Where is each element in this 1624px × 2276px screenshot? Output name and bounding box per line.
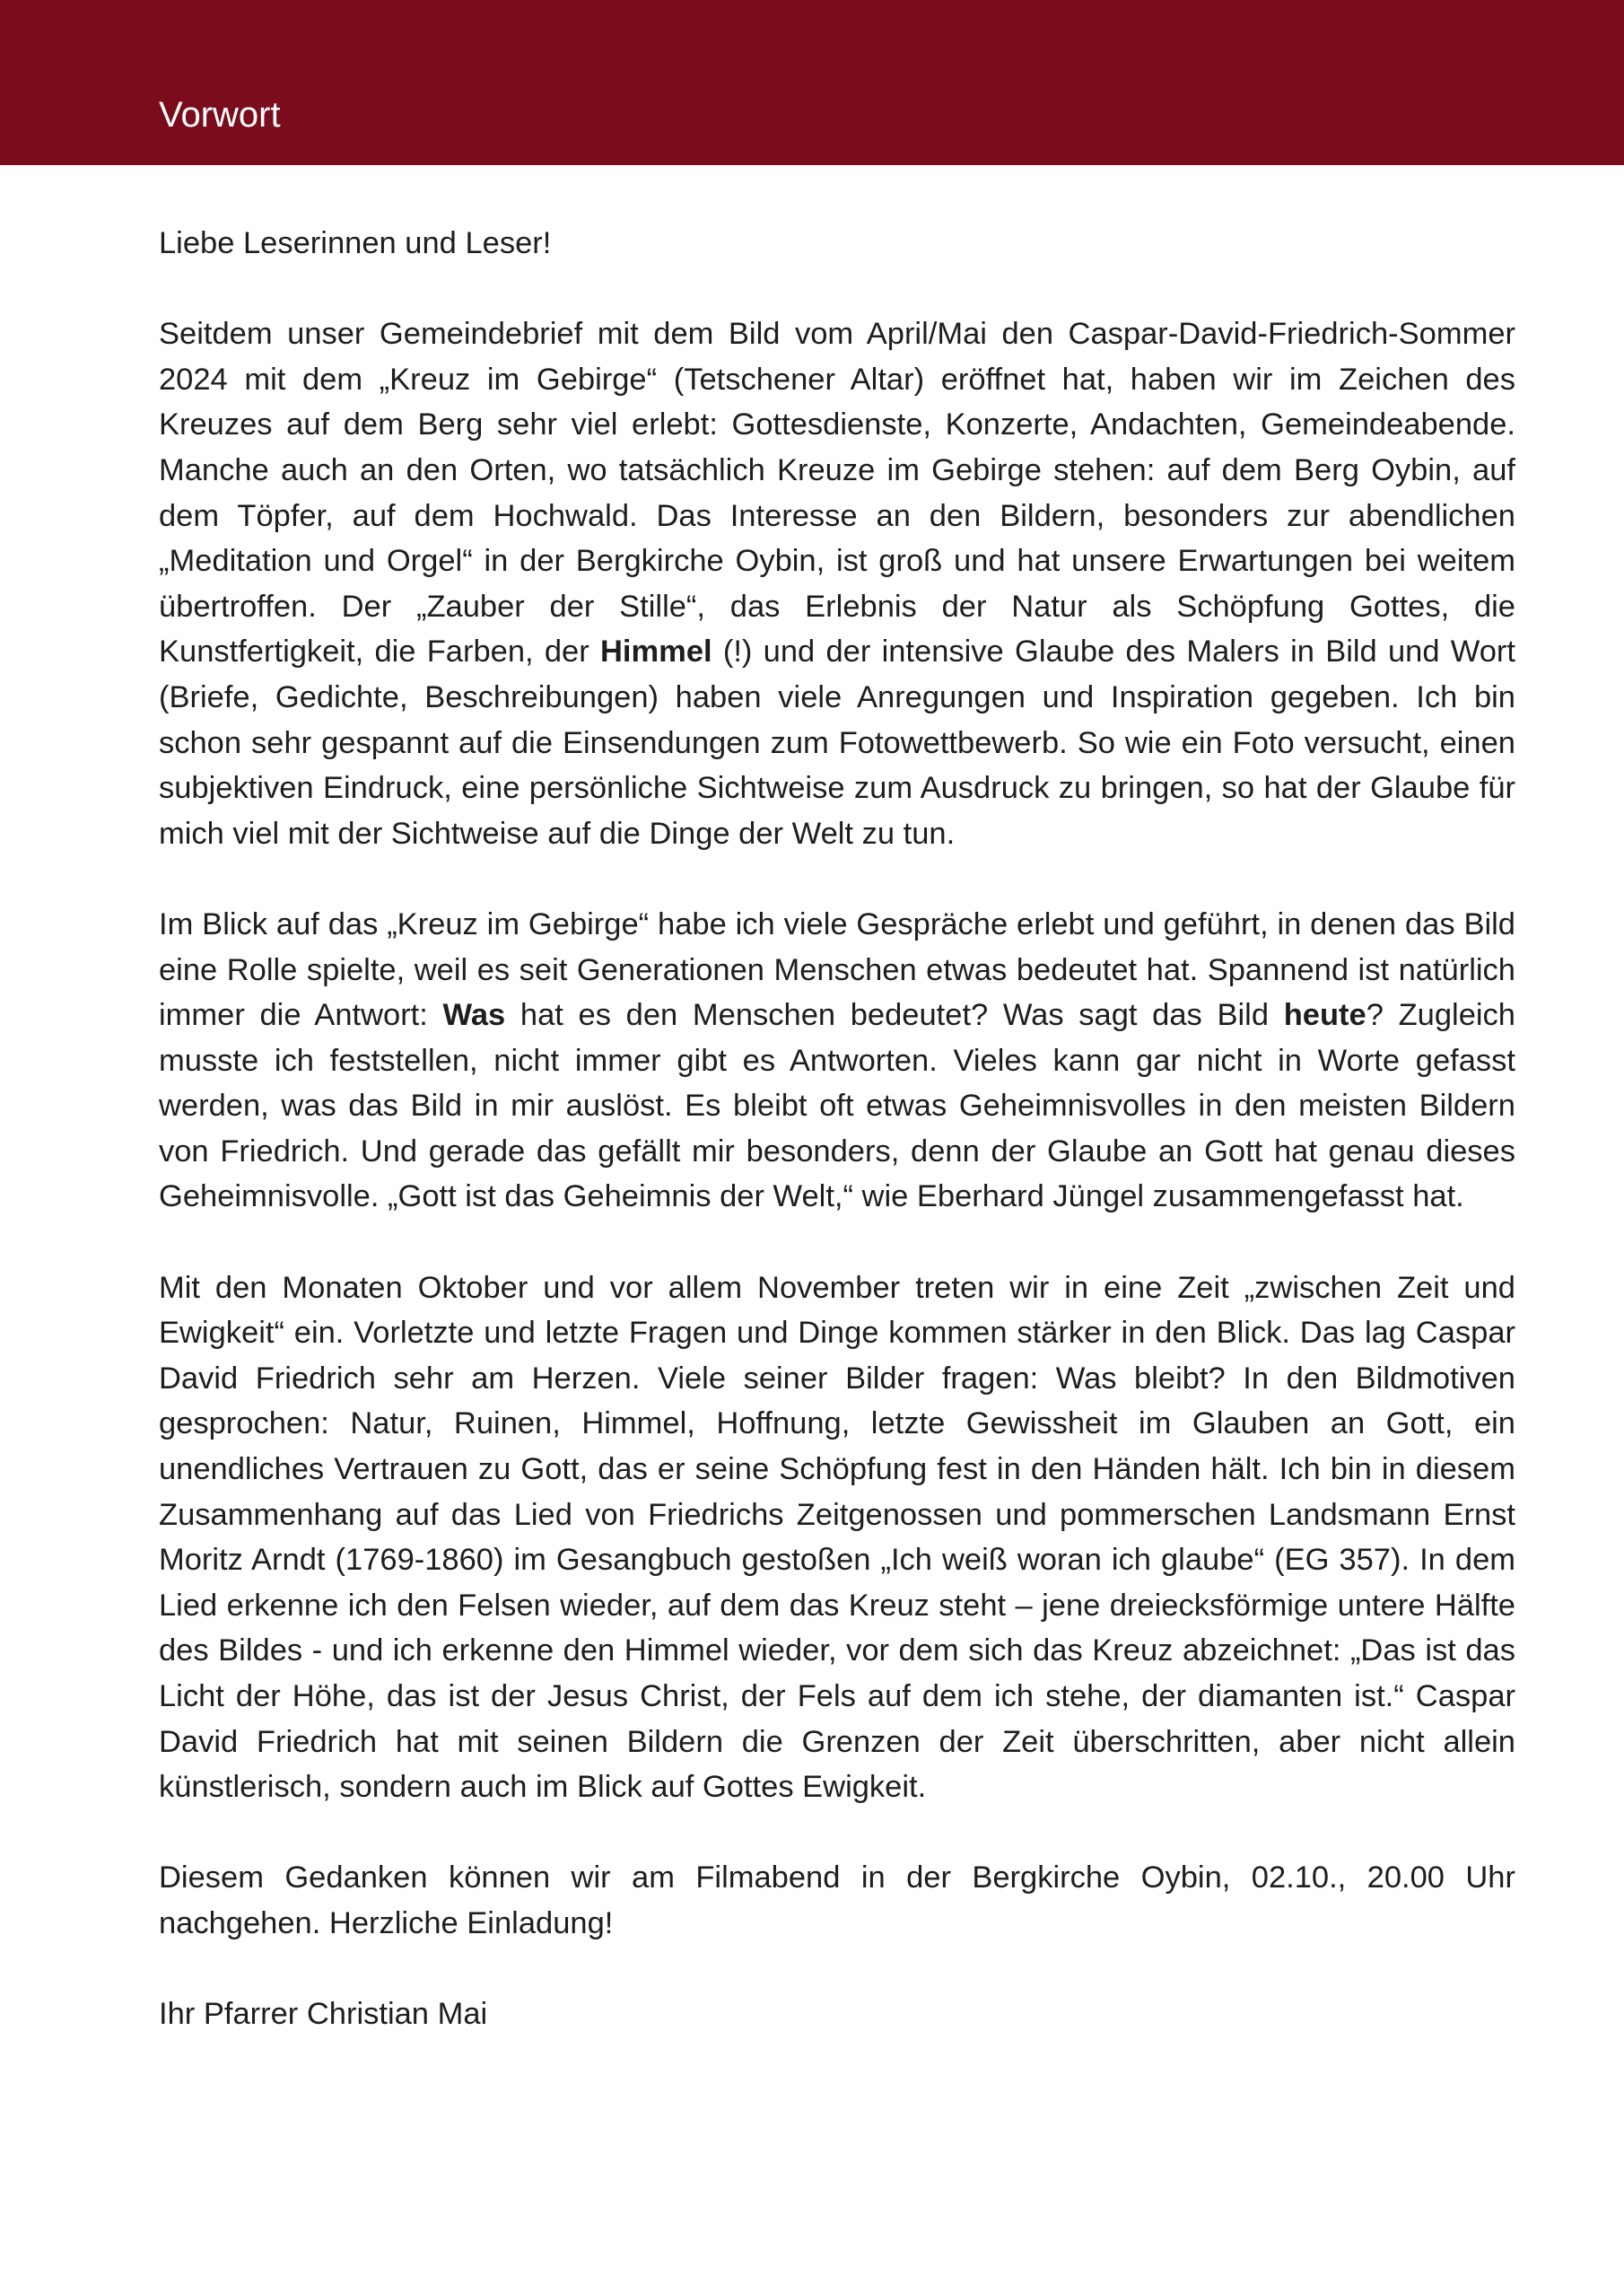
- paragraph-3: [159, 1265, 1515, 1810]
- emphasis-himmel: Himmel: [599, 635, 712, 670]
- paragraph-1: [159, 311, 1515, 856]
- letter-body: [159, 221, 1515, 2082]
- paragraph-text: Mit den Monaten Oktober und vor allem November treten wir in eine Zeit „zwischen Zeit und Ewigkeit“ ein. Vorletzte und letzte Fragen und Dinge kommen stärker in den Blick. Das lag Caspar David Friedrich sehr am Herzen. Viele seiner Bilder fragen: Was bleibt? In den Bildmotiven gesprochen: Natur, Ruinen, Himmel, Hoffnung, letzte Gewissheit im Glauben an Gott, ein unendliches Vertrauen zu Gott, das er seine Schöpfung fest in den Händen hält. Ich bin in diesem Zusammenhang auf das Lied von Friedrichs Zeitgenossen und pommerschen Landsmann Ernst Moritz Arndt (1769-1860) im Gesangbuch gestoßen „Ich weiß woran ich glaube“ (EG 357). In dem Lied erkenne ich den Felsen wieder, auf dem das Kreuz steht – jene dreiecksförmige untere Hälfte des Bildes - und ich erkenne den Himmel wieder, vor dem sich das Kreuz abzeichnet: „Das ist das Licht der Höhe, das ist der Jesus Christ, der Fels auf dem ich stehe, der diamanten ist.“ Caspar David Friedrich hat mit seinen Bildern die Grenzen der Zeit überschritten, aber nicht allein künstlerisch, sondern auch im Blick auf Gottes Ewigkeit.: [159, 1270, 1515, 1805]
- letter-signature: Ihr Pfarrer Christian Mai: [159, 1997, 488, 2032]
- emphasis-was: Was: [442, 998, 506, 1033]
- paragraph-text: Diesem Gedanken können wir am Filmabend in der Bergkirche Oybin, 02.10., 20.00 Uhr nachgehen. Herzliche Einladung!: [159, 1860, 1515, 1940]
- letter-greeting: Liebe Leserinnen und Leser!: [159, 226, 552, 260]
- paragraph-4: [159, 1855, 1515, 1946]
- emphasis-heute: heute: [1283, 998, 1366, 1033]
- page-title: Vorwort: [159, 95, 281, 135]
- paragraph-2: [159, 902, 1515, 1220]
- paragraph-text: ? Zugleich musste ich feststellen, nicht immer gibt es Antworten. Vieles kann gar nicht in Worte gefasst werden, was das Bild in mir auslöst. Es bleibt oft etwas Geheimnisvolles in den meisten Bildern von Friedrich. Und gerade das gefällt mir besonders, denn der Glaube an Gott hat genau dieses Geheimnisvolle. „Gott ist das Geheimnis der Welt,“ wie Eberhard Jüngel zusammengefasst hat.: [159, 998, 1515, 1214]
- paragraph-text: hat es den Menschen bedeutet? Was sagt das Bild: [505, 998, 1284, 1033]
- paragraph-text: Seitdem unser Gemeindebrief mit dem Bild vom April/Mai den Caspar-David-Friedrich-Sommer 2024 mit dem „Kreuz im Gebirge“ (Tetschener Altar) eröffnet hat, haben wir im Zeichen des Kreuzes auf dem Berg sehr viel erlebt: Gottesdienste, Konzerte, Andachten, Gemeindeabende. Manche auch an den Orten, wo tatsächlich Kreuze im Gebirge stehen: auf dem Berg Oybin, auf dem Töpfer, auf dem Hochwald. Das Interesse an den Bildern, besonders zur abendlichen „Meditation und Orgel“ in der Bergkirche Oybin, ist groß und hat unsere Erwartungen bei weitem übertroffen. Der „Zauber der Stille“, das Erlebnis der Natur als Schöpfung Gottes, die Kunstfertigkeit, die Farben, der: [159, 317, 1515, 670]
- paragraph-text: Im Blick auf das „Kreuz im Gebirge“ habe ich viele Gespräche erlebt und geführt, in denen das Bild eine Rolle spielte, weil es seit Generationen Menschen etwas bedeutet hat. Spannend ist natürlich immer die Antwort:: [159, 906, 1515, 1033]
- paragraph-text: (!) und der intensive Glaube des Malers in Bild und Wort (Briefe, Gedichte, Beschreibungen) haben viele Anregungen und Inspiration gegeben. Ich bin schon sehr gespannt auf die Einsendungen zum Fotowettbewerb. So wie ein Foto versucht, einen subjektiven Eindruck, eine persönliche Sichtweise zum Ausdruck zu bringen, so hat der Glaube für mich viel mit der Sichtweise auf die Dinge der Welt zu tun.: [159, 635, 1515, 851]
